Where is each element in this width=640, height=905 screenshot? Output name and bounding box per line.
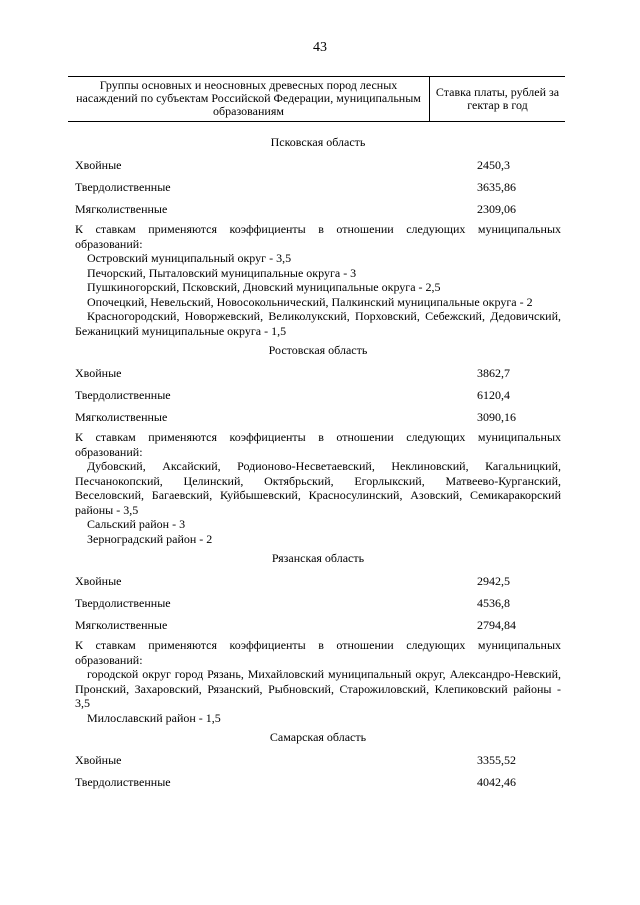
row-value: 3355,52	[477, 753, 516, 767]
header-rate-column: Ставка платы, рублей за гектар в год	[435, 85, 560, 112]
row-value: 4042,46	[477, 775, 516, 789]
region-title: Самарская область	[269, 730, 367, 744]
table-row	[75, 198, 561, 220]
row-value: 2942,5	[477, 574, 510, 588]
coefficients-note	[75, 430, 561, 546]
row-label: Твердолиственные	[75, 180, 171, 194]
note-intro: К ставкам применяются коэффициенты в отношении следующих муниципальных образований:	[75, 222, 561, 251]
row-label: Хвойные	[75, 158, 122, 172]
row-value: 2309,06	[477, 202, 516, 216]
rates-content	[75, 130, 561, 793]
note-item: Дубовский, Аксайский, Родионово-Несветаевский, Неклиновский, Кагальницкий, Песчанокопский, Целинский, Октябрьский, Егорлыкский, Матвеево-Курганский, Веселовский, Багаевский, Куйбышевский, Красносулинский, Азовский, Семикаракорский районы - 3,5	[75, 459, 561, 517]
table-row	[75, 570, 561, 592]
region-title: Ростовская область	[268, 343, 368, 357]
row-label: Хвойные	[75, 366, 122, 380]
note-intro: К ставкам применяются коэффициенты в отношении следующих муниципальных образований:	[75, 430, 561, 459]
row-label: Твердолиственные	[75, 596, 171, 610]
note-item: Милославский район - 1,5	[87, 710, 221, 725]
row-value: 4536,8	[477, 596, 510, 610]
coefficients-note	[75, 638, 561, 725]
note-item: Печорский, Пыталовский муниципальные округа - 3	[87, 265, 357, 280]
table-row	[75, 614, 561, 636]
header-groups-column: Группы основных и неосновных древесных пород лесных насаждений по субъектам Российской Федерации, муниципальным образованиям	[76, 78, 421, 118]
note-item: Островский муниципальный округ - 3,5	[87, 251, 292, 265]
row-value: 6120,4	[477, 388, 510, 402]
table-row	[75, 154, 561, 176]
table-header	[68, 76, 565, 122]
row-label: Мягколиственные	[75, 202, 168, 216]
note-item: Зерноградский район - 2	[87, 531, 213, 546]
row-label: Хвойные	[75, 574, 122, 588]
row-label: Хвойные	[75, 753, 122, 767]
row-label: Твердолиственные	[75, 775, 171, 789]
note-item: Пушкиногорский, Псковский, Дновский муниципальные округа - 2,5	[87, 280, 441, 294]
table-row	[75, 771, 561, 793]
row-label: Твердолиственные	[75, 388, 171, 402]
note-item: Красногородский, Новоржевский, Великолукский, Порховский, Себежский, Дедовичский, Бежаницкий муниципальные округа - 1,5	[75, 309, 561, 338]
table-row	[75, 362, 561, 384]
table-row	[75, 406, 561, 428]
note-intro: К ставкам применяются коэффициенты в отношении следующих муниципальных образований:	[75, 638, 561, 667]
table-row	[75, 384, 561, 406]
table-row	[75, 592, 561, 614]
row-value: 2450,3	[477, 158, 510, 172]
note-item: Опочецкий, Невельский, Новосокольнический, Палкинский муниципальные округа - 2	[87, 294, 533, 309]
table-row	[75, 749, 561, 771]
table-row	[75, 176, 561, 198]
row-value: 2794,84	[477, 618, 516, 632]
row-value: 3635,86	[477, 180, 516, 194]
note-item: Сальский район - 3	[87, 517, 186, 531]
page-number: 43	[313, 40, 327, 55]
row-label: Мягколиственные	[75, 618, 168, 632]
coefficients-note	[75, 222, 561, 338]
row-value: 3090,16	[477, 410, 516, 424]
note-item: городской округ город Рязань, Михайловский муниципальный округ, Александро-Невский, Пронский, Захаровский, Рязанский, Рыбновский, Старожиловский, Клепиковский районы - 3,5	[75, 667, 561, 710]
row-value: 3862,7	[477, 366, 510, 380]
row-label: Мягколиственные	[75, 410, 168, 424]
region-title: Псковская область	[270, 135, 366, 149]
region-title: Рязанская область	[271, 551, 365, 565]
